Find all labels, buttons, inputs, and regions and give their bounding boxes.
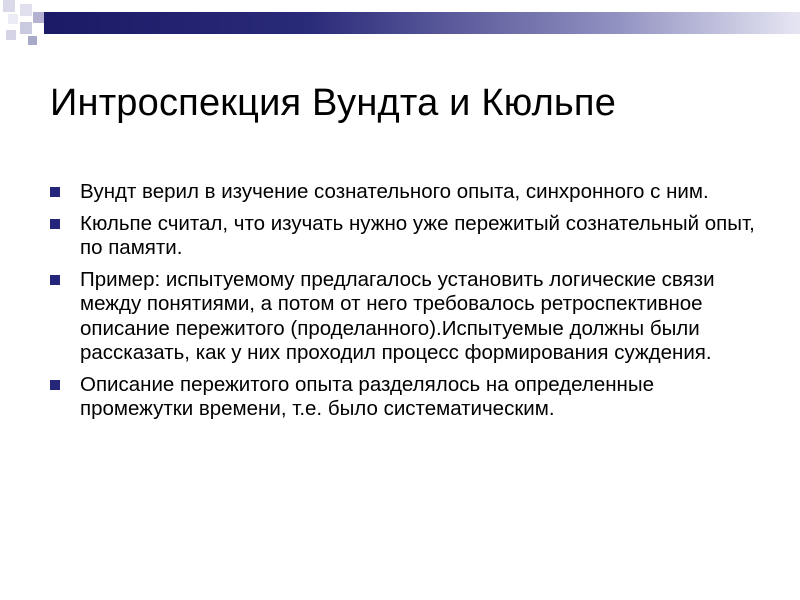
square-bullet-icon xyxy=(50,380,60,390)
square-bullet-icon xyxy=(50,275,60,285)
bullet-text: Вундт верил в изучение сознательного опыта, синхронного с ним. xyxy=(80,180,709,203)
bullet-text: Кюльпе считал, что изучать нужно уже пережитый сознательный опыт, по памяти. xyxy=(80,211,755,259)
header-decoration xyxy=(0,0,800,50)
square-bullet-icon xyxy=(50,187,60,197)
square-bullet-icon xyxy=(50,219,60,229)
decorative-square xyxy=(28,36,37,45)
slide-title: Интроспекция Вундта и Кюльпе xyxy=(50,82,617,124)
bullet-item xyxy=(50,180,760,205)
bullet-text: Пример: испытуемому предлагалось установить логические связи между понятиями, а потом от него требовалось ретроспективное описание пережитого (проделанного).Испытуемые должны были рассказать, как у них проходил процесс формирования суждения. xyxy=(80,267,715,364)
decorative-square xyxy=(20,4,32,16)
bullet-item xyxy=(50,268,760,366)
decorative-square xyxy=(33,12,44,23)
bullet-text: Описание пережитого опыта разделялось на определенные промежутки времени, т.е. было систематическим. xyxy=(80,372,655,420)
bullet-list xyxy=(50,180,760,429)
bullet-item xyxy=(50,212,760,261)
decorative-square xyxy=(6,30,16,40)
bullet-item xyxy=(50,373,760,422)
decorative-square xyxy=(8,14,18,24)
header-gradient-bar xyxy=(44,12,800,34)
decorative-square xyxy=(20,22,32,34)
decorative-square xyxy=(3,0,15,12)
